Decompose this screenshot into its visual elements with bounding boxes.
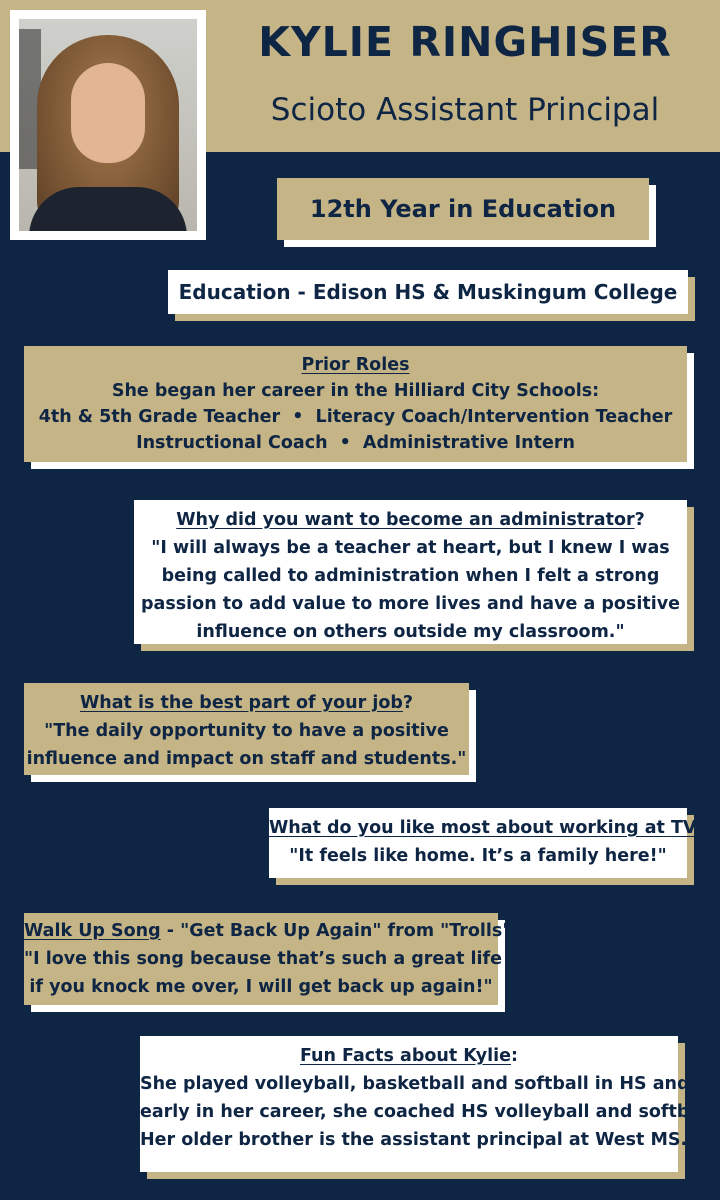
education-box (168, 270, 688, 314)
question-mark: ? (402, 693, 414, 713)
why-administrator-answer-line: passion to add value to more lives and have a positive (141, 594, 680, 614)
best-part-question: What is the best part of your job (79, 693, 403, 713)
fun-facts-heading: Fun Facts about Kylie (299, 1046, 512, 1066)
prior-role-item: Literacy Coach/Intervention Teacher (315, 407, 673, 427)
prior-roles-intro: She began her career in the Hilliard City Schools: (111, 381, 600, 401)
years-in-education-text: 12th Year in Education (309, 195, 617, 223)
prior-role-item: Instructional Coach (136, 433, 328, 453)
why-administrator-question: Why did you want to become an administrator (176, 510, 635, 530)
why-administrator-answer-line: being called to administration when I felt a strong (161, 566, 660, 586)
fun-fact-line: Her older brother is the assistant principal at West MS. (140, 1130, 688, 1150)
walk-up-song-box (24, 913, 585, 1005)
why-administrator-answer-line: influence on others outside my classroom." (196, 622, 625, 642)
best-part-answer-line: influence and impact on staff and students." (26, 749, 467, 769)
best-part-box (24, 683, 469, 775)
fun-fact-line: She played volleyball, basketball and softball in HS and (140, 1074, 690, 1094)
prior-roles-heading: Prior Roles (301, 355, 410, 375)
heading-colon: : (511, 1046, 519, 1066)
best-part-answer-line: "The daily opportunity to have a positive (44, 721, 449, 741)
person-name: KYLIE RINGHISER (258, 18, 672, 66)
why-administrator-answer-line: "I will always be a teacher at heart, but I knew I was (151, 538, 670, 558)
question-mark: ? (634, 510, 645, 530)
question-mark: ? (696, 818, 707, 838)
walk-up-song-reason-line: if you knock me over, I will get back up again!" (29, 977, 493, 997)
fun-fact-line: early in her career, she coached HS volleyball and softball. (140, 1102, 720, 1122)
prior-role-item: Administrative Intern (362, 433, 575, 453)
person-title: Scioto Assistant Principal (270, 92, 660, 128)
prior-roles-box (24, 346, 687, 462)
profile-photo-frame (10, 10, 206, 240)
bullet-separator: • (339, 433, 351, 453)
years-in-education-box (277, 178, 649, 240)
bullet-separator: • (292, 407, 304, 427)
education-text: Education - Edison HS & Muskingum College (178, 280, 678, 304)
profile-photo (19, 19, 197, 231)
why-administrator-box (134, 500, 687, 644)
working-at-tv-question: What do you like most about working at TV (269, 818, 697, 838)
working-at-tv-answer-line: "It feels like home. It’s a family here!" (289, 846, 667, 866)
fun-facts-box (140, 1036, 720, 1172)
working-at-tv-box (269, 808, 707, 878)
walk-up-song-label: Walk Up Song (24, 921, 161, 941)
walk-up-song-title: - "Get Back Up Again" from "Trolls" (160, 921, 512, 941)
walk-up-song-reason-line: "I love this song because that’s such a great life lesson - (24, 949, 585, 969)
prior-role-item: 4th & 5th Grade Teacher (38, 407, 281, 427)
